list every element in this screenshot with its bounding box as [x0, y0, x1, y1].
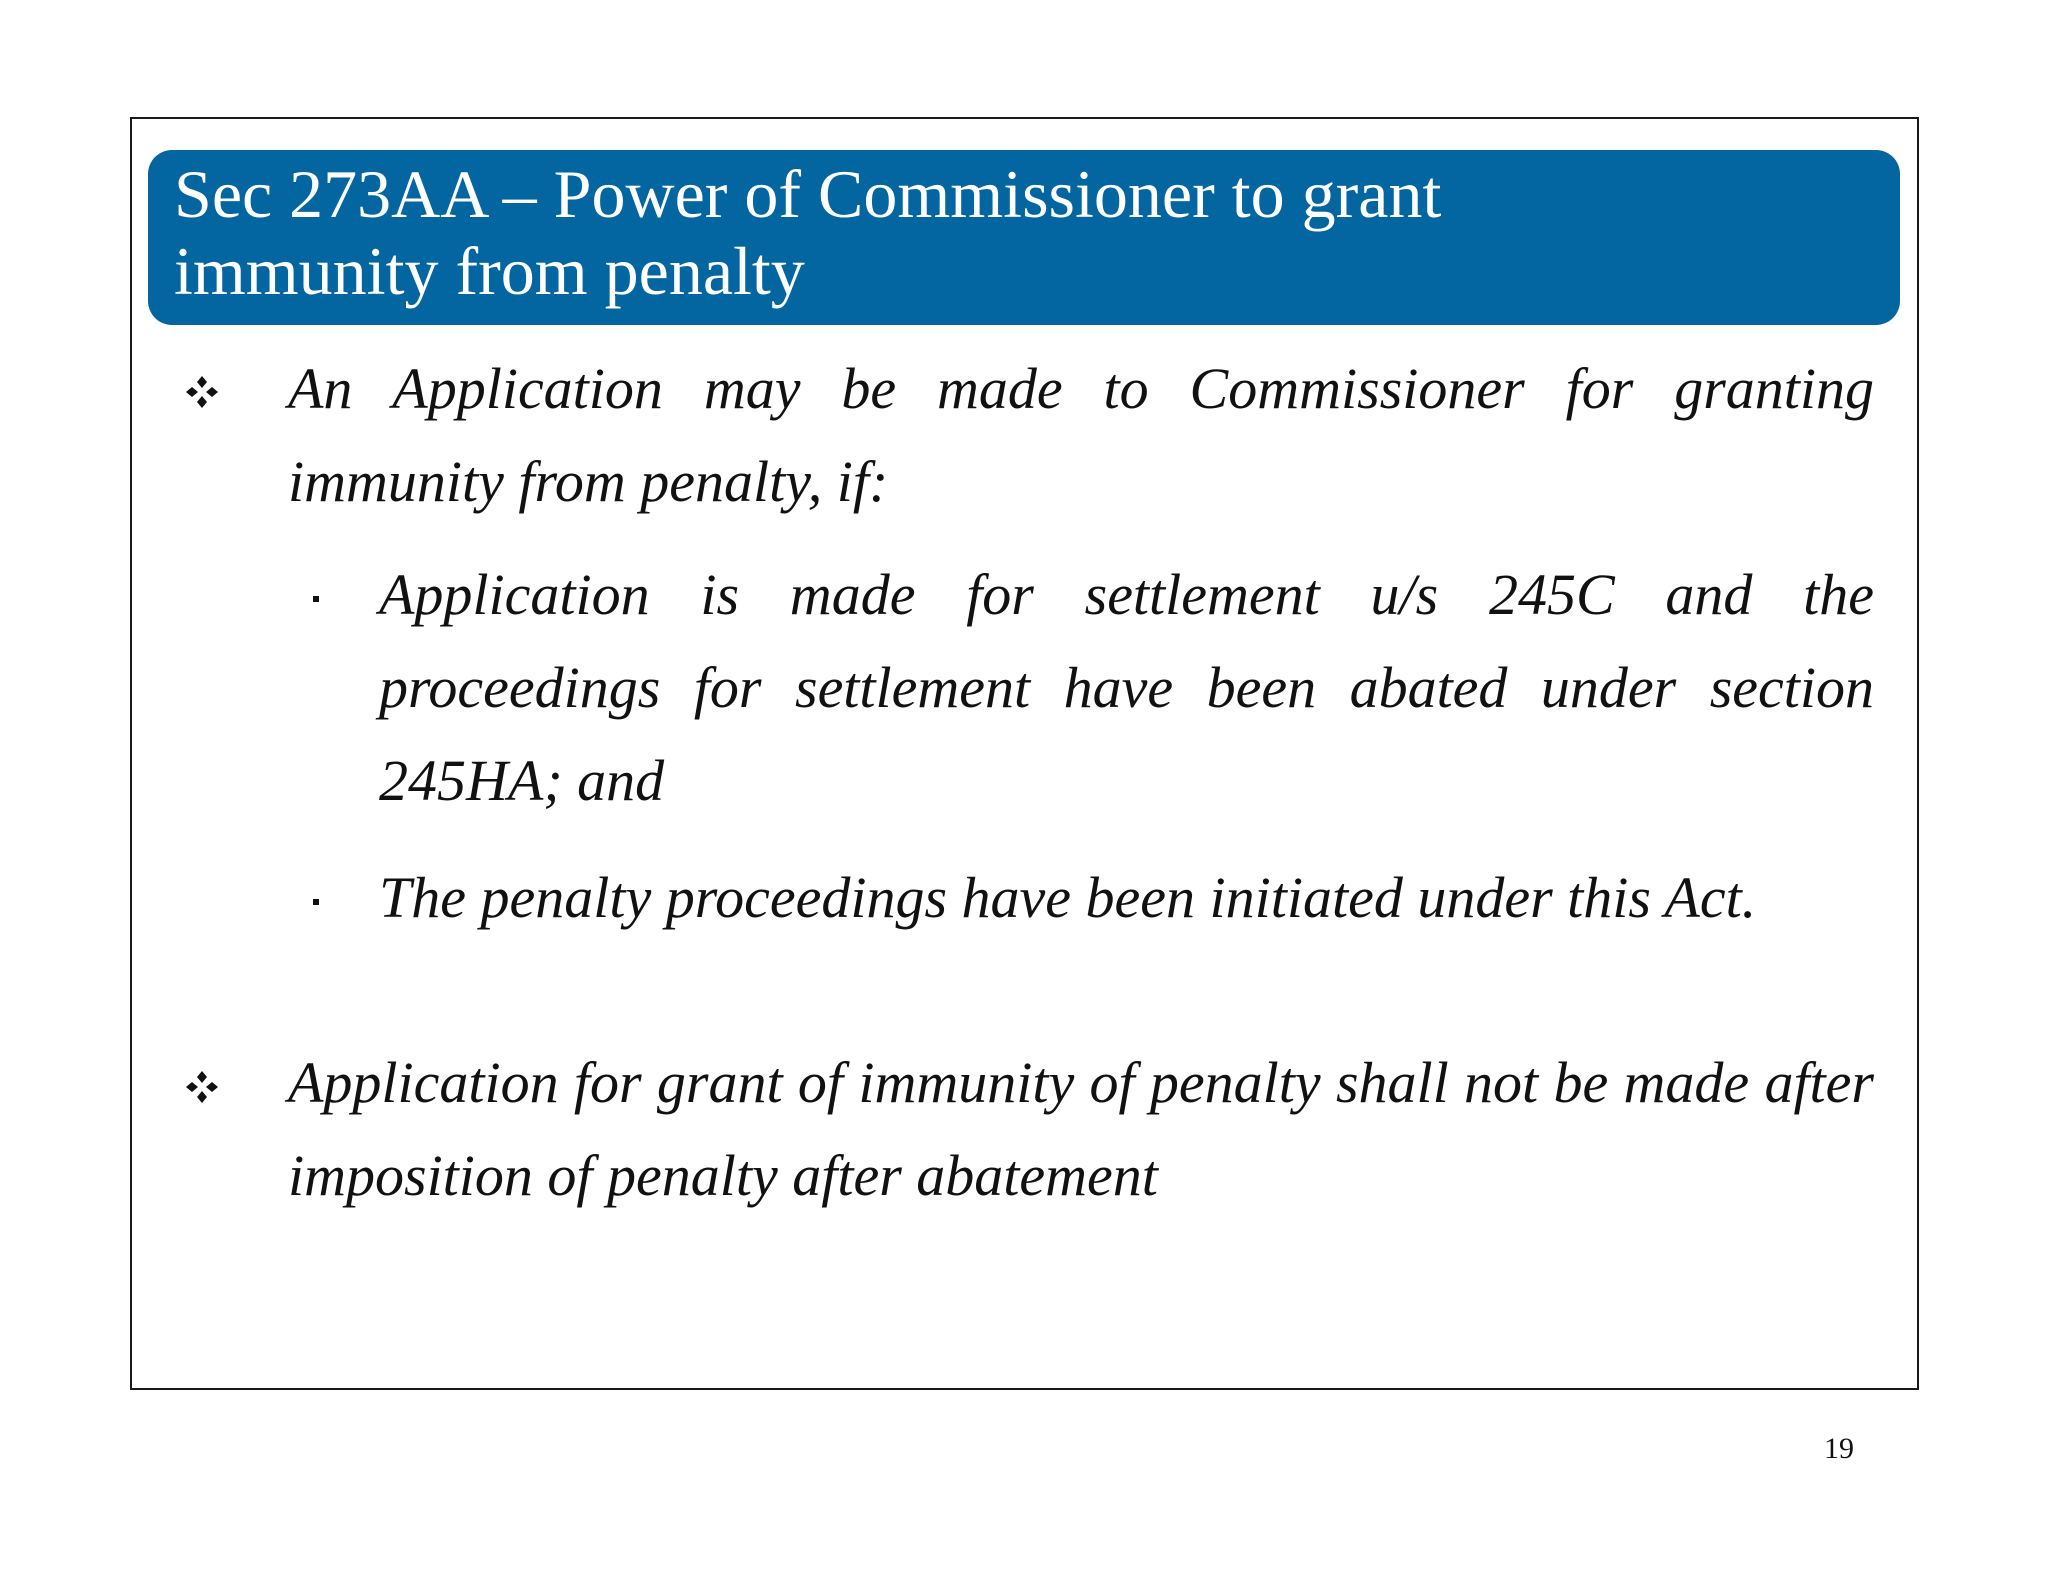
diamond-bullet-icon [184, 1069, 220, 1105]
sub-bullet-text-2: The penalty proceedings have been initiated under this Act. [379, 865, 1757, 930]
diamond-bullet-icon [184, 374, 220, 410]
square-bullet-icon [313, 899, 319, 905]
bullet-text-1: An Application may be made to Commissioner for granting immunity from penalty, if: [288, 356, 1874, 514]
slide-title: Sec 273AA – Power of Commissioner to grant immunity from penalty [174, 156, 1442, 309]
sub-bullet-text-1: Application is made for settlement u/s 245C and the proceedings for settlement have been abated under section 245HA; and [379, 562, 1874, 813]
page-number: 19 [1824, 1432, 1854, 1465]
square-bullet-icon [313, 596, 319, 602]
bullet-text-2: Application for grant of immunity of penalty shall not be made after imposition of penalty after abatement [288, 1050, 1874, 1208]
title-bar [148, 150, 1900, 325]
